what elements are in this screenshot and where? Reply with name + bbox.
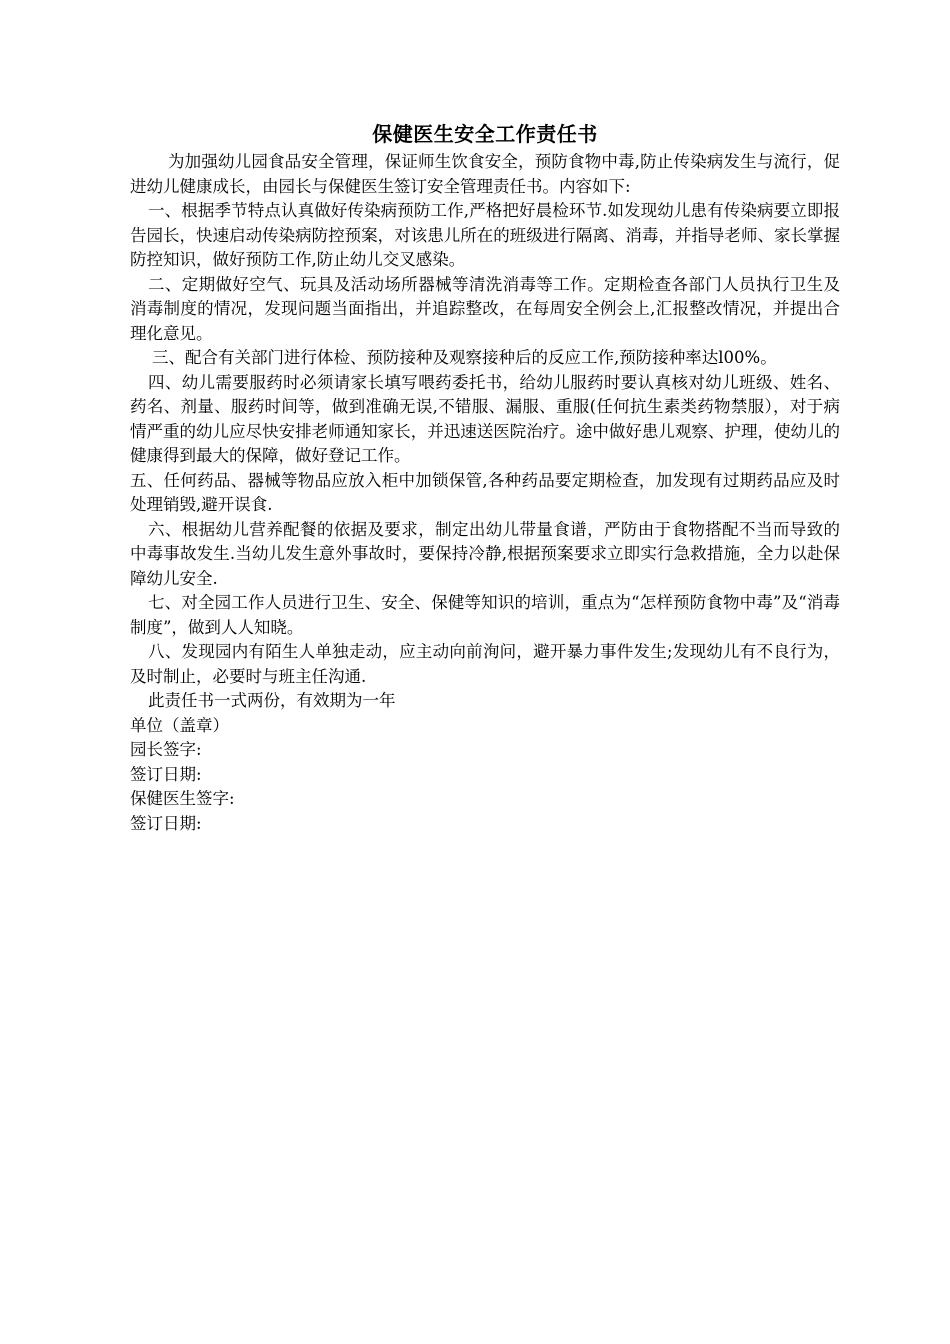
document-title: 保健医生安全工作责任书: [372, 122, 598, 146]
validity-statement: 此责任书一式两份，有效期为一年: [148, 691, 396, 710]
unit-seal-line: 单位（盖章）: [130, 715, 229, 735]
intro-paragraph: 为加强幼儿园食品安全管理，保证师生饮食安全，预防食物中毒,防止传染病发生与流行，促进幼儿健康成长，由园长与保健医生签订安全管理责任书。内容如下:: [130, 152, 840, 196]
doctor-signature-line: 保健医生签字:: [130, 789, 235, 808]
clause-2: 二、定期做好空气、玩具及活动场所器械等清洗消毒等工作。定期检查各部门人员执行卫生及消毒制度的情况，发现问题当面指出，并追踪整改，在每周安全例会上,汇报整改情况，并提出合理化意见。: [130, 274, 840, 343]
signature-block: [130, 714, 840, 837]
clause-3: 三、配合有关部门进行体检、预防接种及观察接种后的反应工作,预防接种率达l00%。: [152, 348, 777, 367]
clause-8: 八、发现园内有陌生人单独走动，应主动向前洵问，避开暴力事件发生;发现幼儿有不良行为，及时制止，必要时与班主任沟通.: [130, 642, 840, 686]
director-signature-line: 园长签字:: [130, 740, 202, 759]
clause-6: 六、根据幼儿营养配餐的依据及要求，制定出幼儿带量食谱，严防由于食物搭配不当而导致的中毒事故发生.当幼儿发生意外事故时，要保持冷静,根据预案要求立即实行急救措施，全力以赴保障幼儿安全.: [130, 519, 840, 588]
clause-4: 四、幼儿需要服药时必须请家长填写喂药委托书，给幼儿服药时要认真核对幼儿班级、姓名、药名、剂量、服药时间等，做到准确无误,不错服、漏服、重服(任何抗生素类药物禁服），对于病情严重的幼儿应尽快安排老师通知家长，并迅速送医院治疗。途中做好患儿观察、护理，使幼儿的健康得到最大的保障，做好登记工作。: [130, 372, 840, 465]
document-page: [130, 118, 840, 836]
clause-5: 五、任何药品、器械等物品应放入柜中加锁保管,各种药品要定期检查，加发现有过期药品应及时处理销毁,避开误食.: [130, 470, 840, 514]
doctor-date-line: 签订日期:: [130, 813, 202, 833]
director-date-line: 签订日期:: [130, 764, 202, 784]
clause-1: 一、根据季节特点认真做好传染病预防工作,严格把好晨检环节.如发现幼儿患有传染病要立即报告园长，快速启动传染病防控预案，对该患儿所在的班级进行隔离、消毒，并指导老师、家长掌握防控知识，做好预防工作,防止幼儿交叉感染。: [130, 201, 840, 269]
clause-7: 七、对全园工作人员进行卫生、安全、保健等知识的培训，重点为“怎样预防食物中毒”及“消毒制度”，做到人人知晓。: [130, 593, 840, 637]
